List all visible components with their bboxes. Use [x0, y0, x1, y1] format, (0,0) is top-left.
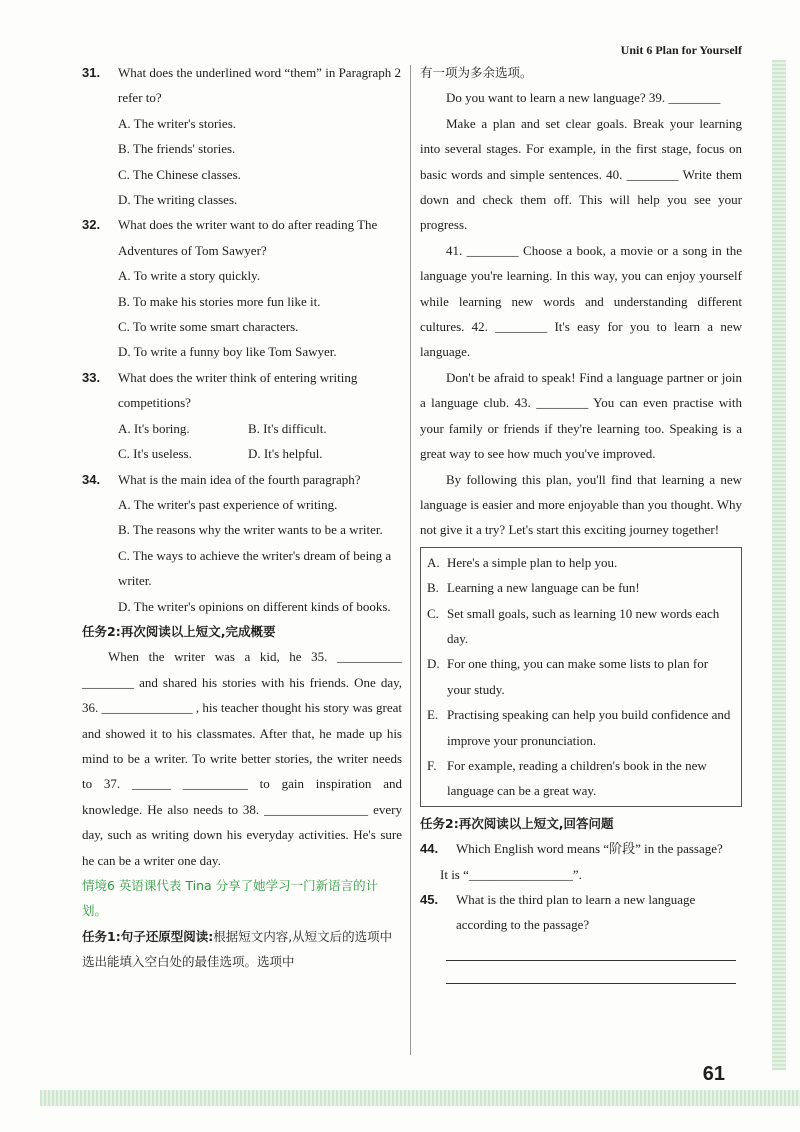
- question-45: 45. What is the third plan to learn a new language according to the passage?: [420, 892, 696, 933]
- option[interactable]: C. To write some smart characters.: [118, 319, 299, 335]
- option[interactable]: B. The reasons why the writer wants to be a writer.: [118, 522, 383, 538]
- option[interactable]: B. It's difficult.: [248, 420, 327, 436]
- right-column: [420, 60, 742, 984]
- box-option[interactable]: B. Learning a new language can be fun!: [427, 580, 640, 596]
- options-box: [420, 547, 742, 807]
- side-decoration: [772, 60, 786, 1070]
- answer-44[interactable]: It is “________________”.: [440, 866, 582, 882]
- option[interactable]: D. To write a funny boy like Tom Sawyer.: [118, 344, 337, 360]
- answer-line-45b[interactable]: [446, 961, 736, 984]
- box-option[interactable]: C. Set small goals, such as learning 10 new words each day.: [427, 605, 720, 646]
- passage-p5: By following this plan, you'll find that learning a new language is easier and more enjoyable than you thought. Why not give it a try? Let's start this exciting journey together!: [420, 471, 742, 538]
- option[interactable]: B. The friends' stories.: [118, 141, 236, 157]
- context-6: 情境6 英语课代表 Tina 分享了她学习一门新语言的计划。: [82, 878, 379, 919]
- option[interactable]: A. To write a story quickly.: [118, 268, 261, 284]
- passage-p3: 41. ________ Choose a book, a movie or a song in the language you're learning. In this way, you can enjoy yourself while learning new words and understanding different cultures. 42. ________ It's easy for you to learn a new language.: [420, 242, 742, 360]
- question-31: 31. What does the underlined word “them” in Paragraph 2 refer to?: [82, 65, 402, 106]
- column-divider: [410, 65, 411, 1055]
- option[interactable]: C. The Chinese classes.: [118, 166, 241, 182]
- question-34: 34. What is the main idea of the fourth paragraph?: [82, 471, 361, 487]
- option[interactable]: C. It's useless.: [118, 446, 192, 462]
- option[interactable]: A. The writer's stories.: [118, 115, 236, 131]
- box-option[interactable]: F. For example, reading a children's book in the new language can be a great way.: [427, 757, 707, 799]
- page-header: Unit 6 Plan for Yourself: [620, 43, 742, 57]
- option[interactable]: D. The writing classes.: [118, 192, 238, 208]
- option[interactable]: C. The ways to achieve the writer's dream of being a writer.: [118, 547, 392, 589]
- option[interactable]: D. It's helpful.: [248, 446, 323, 462]
- left-column: [82, 60, 402, 975]
- passage-p2: Make a plan and set clear goals. Break your learning into several stages. For example, in the first stage, focus on basic words and simple sentences. 40. ________ Write them down and check them off. This will help you see your progress.: [420, 115, 742, 233]
- task2-title: 任务2:再次阅读以上短文,完成概要: [82, 623, 276, 639]
- passage-p1: Do you want to learn a new language? 39. ________: [446, 90, 721, 106]
- option[interactable]: A. It's boring.: [118, 420, 190, 436]
- option[interactable]: B. To make his stories more fun like it.: [118, 293, 321, 309]
- question-44: 44. Which English word means “阶段” in the passage?: [420, 841, 723, 857]
- passage-p4: Don't be afraid to speak! Find a language partner or join a language club. 43. ________ You can even practise with your family or friends if they're learning too. Speaking is a great way to see how much you've improved.: [420, 369, 742, 462]
- summary-paragraph: When the writer was a kid, he 35. __________ ________ and shared his stories with his friends. One day, 36. ______________ , his teacher thought his story was great and showed it to his classmates. After that, he made up his mind to be a writer. To write better stories, the writer needs to 37. ______ __________ to gain inspiration and knowledge. He also needs to 38. ________________ every day, such as writing down his everyday activities. He's sure he can be a writer one day.: [82, 649, 402, 868]
- question-32: 32. What does the writer want to do after reading The Adventures of Tom Sawyer?: [82, 217, 378, 258]
- box-option[interactable]: D. For one thing, you can make some lists to plan for your study.: [427, 656, 709, 697]
- box-option[interactable]: A. Here's a simple plan to help you.: [427, 554, 618, 570]
- option[interactable]: D. The writer's opinions on different kinds of books.: [118, 598, 391, 614]
- footer-decoration: [40, 1090, 800, 1106]
- instruction-cont: 有一项为多余选项。: [420, 65, 533, 80]
- option[interactable]: A. The writer's past experience of writing.: [118, 496, 338, 512]
- task1-instructions: 任务1:句子还原型阅读:根据短文内容,从短文后的选项中选出能填入空白处的最佳选项。选项中: [82, 928, 393, 970]
- page-number: 61: [702, 1063, 725, 1085]
- box-option[interactable]: E. Practising speaking can help you build confidence and improve your pronunciation.: [427, 707, 731, 748]
- task2-title-right: 任务2:再次阅读以上短文,回答问题: [420, 815, 614, 831]
- question-33: 33. What does the writer think of entering writing competitions?: [82, 369, 358, 411]
- answer-line-45[interactable]: [446, 938, 736, 961]
